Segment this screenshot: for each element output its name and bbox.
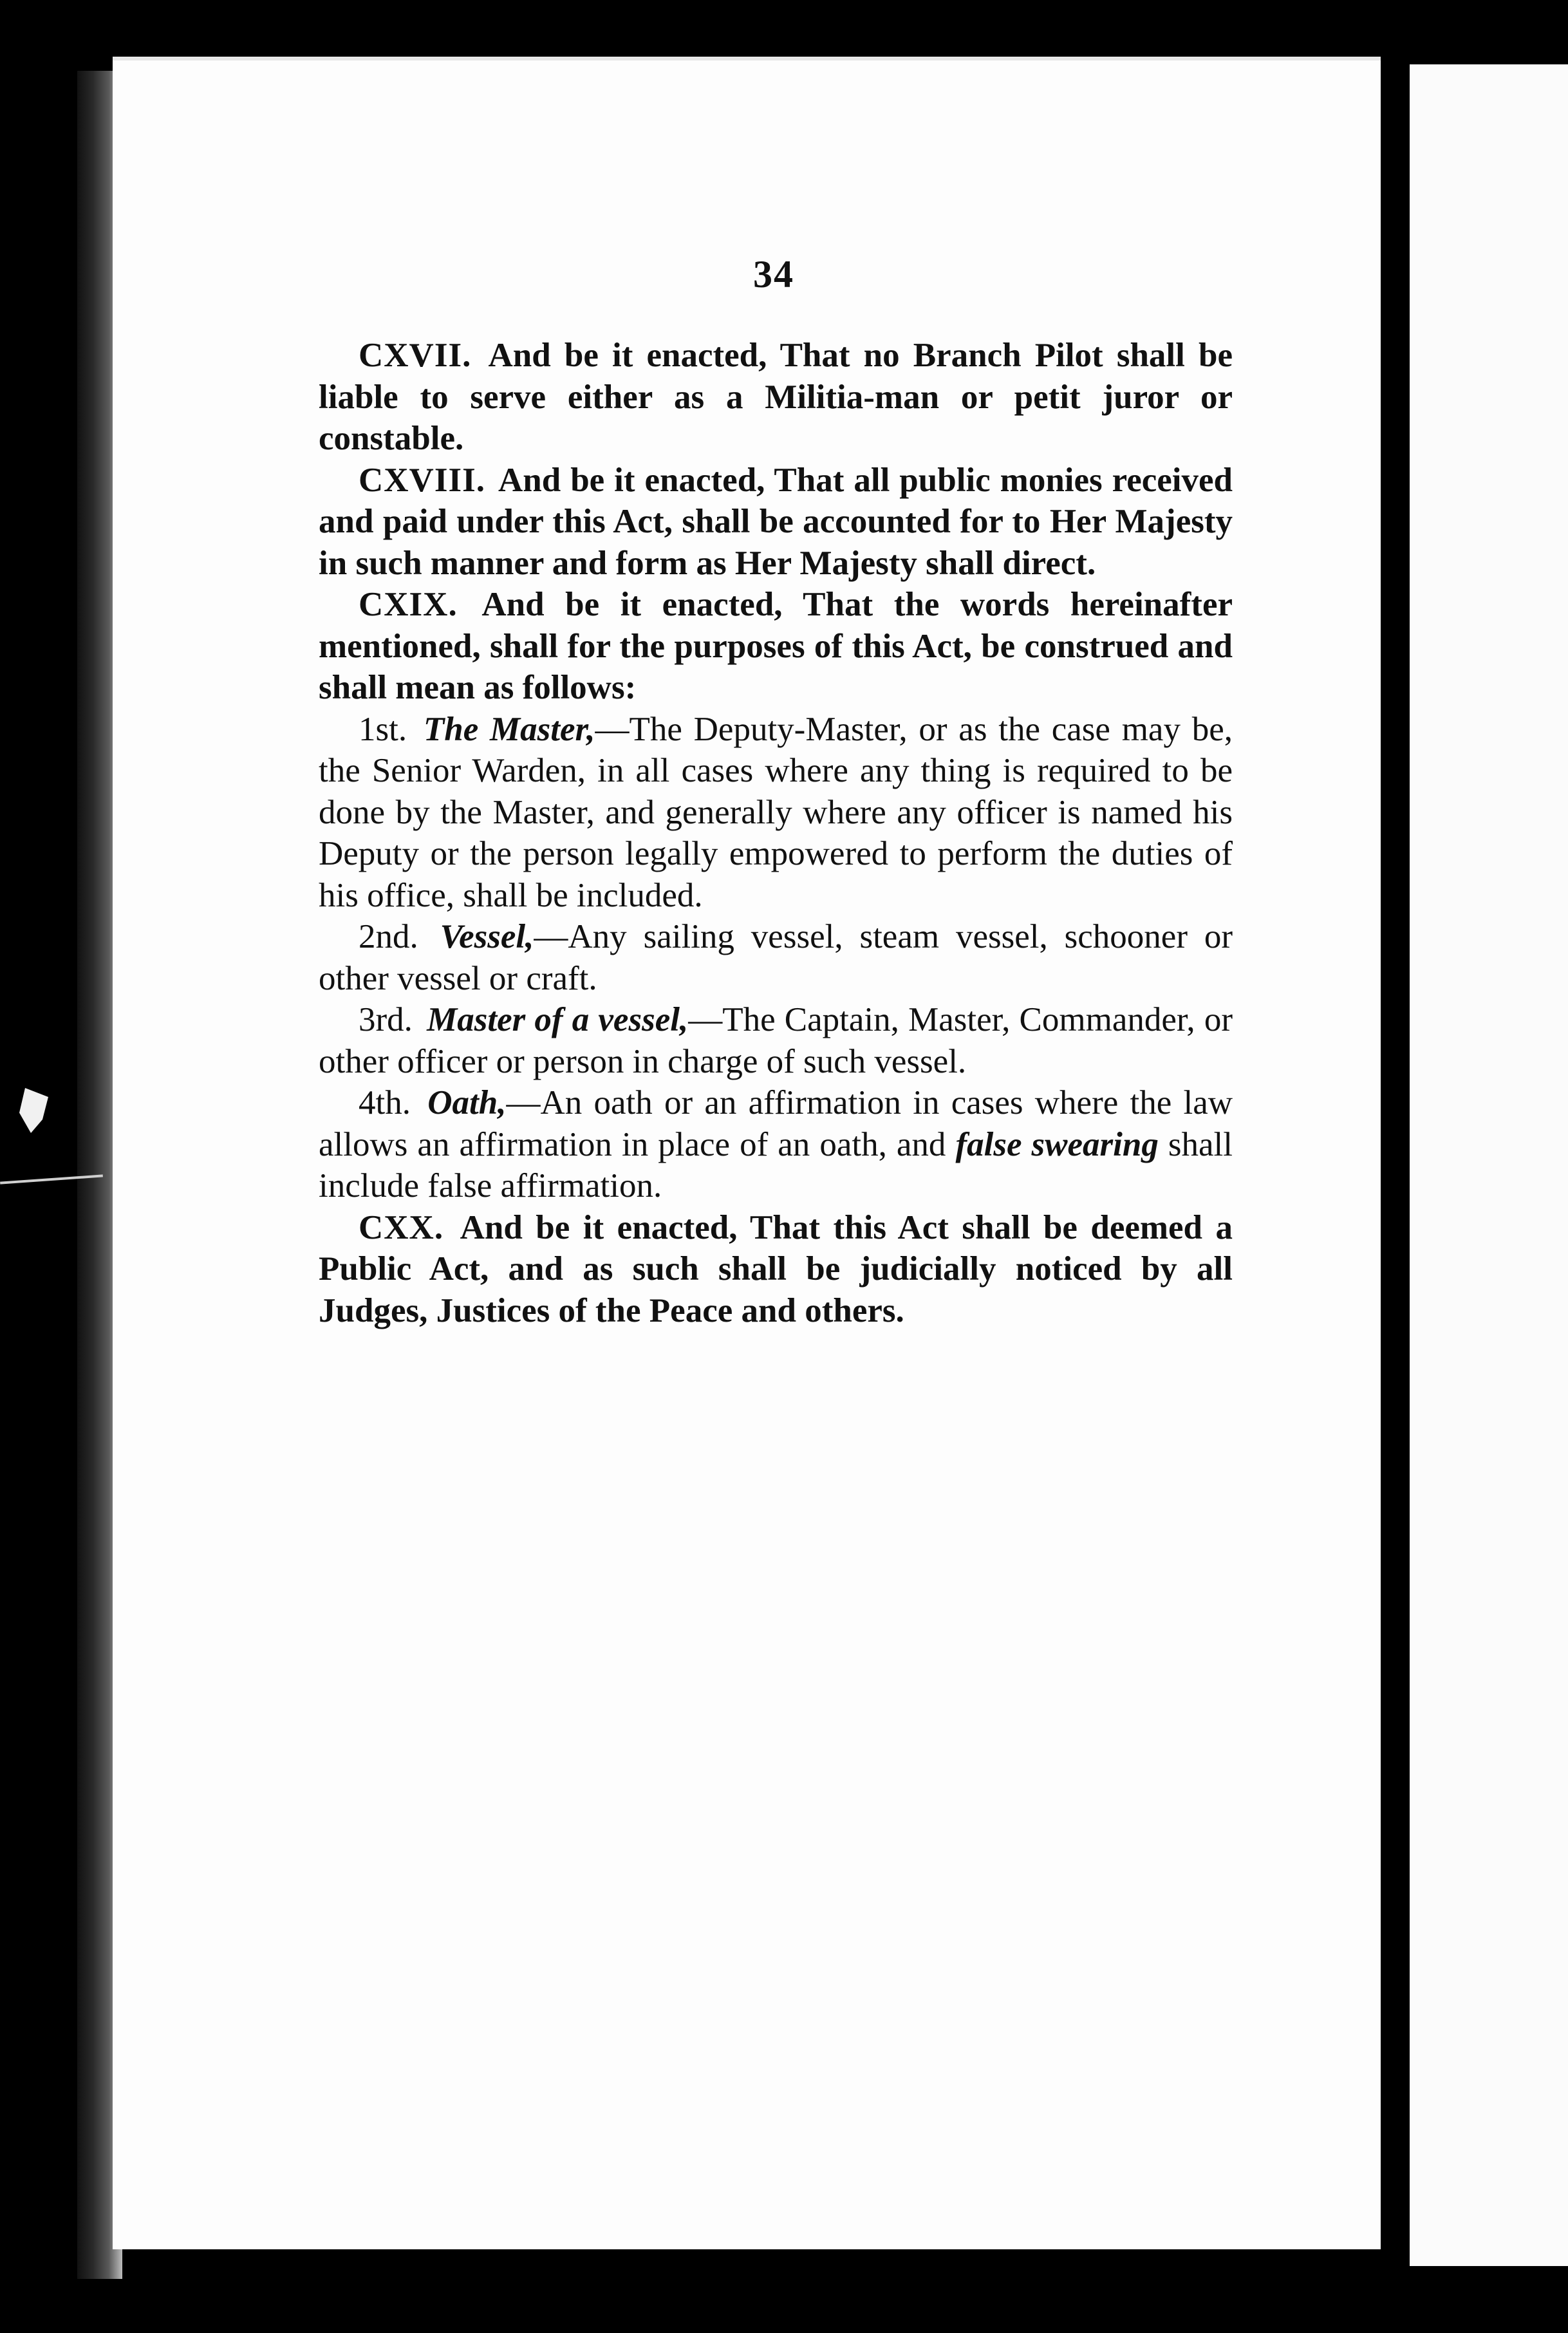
definition-ordinal: 2nd. <box>359 918 418 955</box>
definition-text: —The Captain, Master, Commander, or other officer or person in charge of such vessel. <box>319 1001 1233 1080</box>
paragraph-cxix <box>319 584 1233 709</box>
definition-term-2: false swearing <box>955 1125 1159 1163</box>
definition-text: —Any sailing vessel, steam vessel, schooner or other vessel or craft. <box>319 918 1233 997</box>
section-text: And be it enacted, That this Act shall be deemed a Public Act, and as such shall be judicially noticed by all Judges, Justices of the Peace and others. <box>319 1208 1233 1329</box>
facing-page-edge <box>1410 64 1568 2266</box>
definition-ordinal: 4th. <box>359 1084 411 1121</box>
definition-text: —The Deputy-Master, or as the case may be, the Senior Warden, in all cases where any thing is required to be done by the Master, and generally where any officer is named his Deputy or the person legally empowered to perform the duties of his office, shall be included. <box>319 710 1233 914</box>
page-body-text <box>319 335 1233 1331</box>
definition-2 <box>319 916 1233 999</box>
definition-ordinal: 3rd. <box>359 1001 413 1038</box>
section-text: And be it enacted, That no Branch Pilot shall be liable to serve either as a Militia-man or petit juror or constable. <box>319 337 1233 457</box>
section-text: And be it enacted, That the words hereinafter mentioned, shall for the purposes of this Act, be construed and shall mean as follows: <box>319 586 1233 706</box>
section-number: CXIX. <box>359 586 458 623</box>
paragraph-cxvii <box>319 335 1233 460</box>
definition-term: Vessel, <box>440 918 534 955</box>
definition-1 <box>319 709 1233 917</box>
section-text: And be it enacted, That all public monies received and paid under this Act, shall be accounted for to Her Majesty in such manner and form as Her Majesty shall direct. <box>319 461 1233 582</box>
definition-4 <box>319 1082 1233 1207</box>
section-number: CXVII. <box>359 337 472 374</box>
page-number: 34 <box>753 253 794 295</box>
paragraph-cxx <box>319 1207 1233 1332</box>
definition-text-2: shall include false affirmation. <box>319 1125 1233 1204</box>
definition-term: Master of a vessel, <box>427 1001 689 1038</box>
definition-3 <box>319 999 1233 1082</box>
definition-ordinal: 1st. <box>359 710 407 748</box>
definition-term: The Master, <box>423 710 595 748</box>
definition-text: —An oath or an affirmation in cases where the law allows an affirmation in place of an oath, and <box>319 1084 1233 1163</box>
section-number: CXX. <box>359 1208 444 1246</box>
scan-artifact-mark <box>19 1088 48 1133</box>
paragraph-cxviii <box>319 460 1233 585</box>
section-number: CXVIII. <box>359 461 485 499</box>
definition-term: Oath, <box>427 1084 507 1121</box>
